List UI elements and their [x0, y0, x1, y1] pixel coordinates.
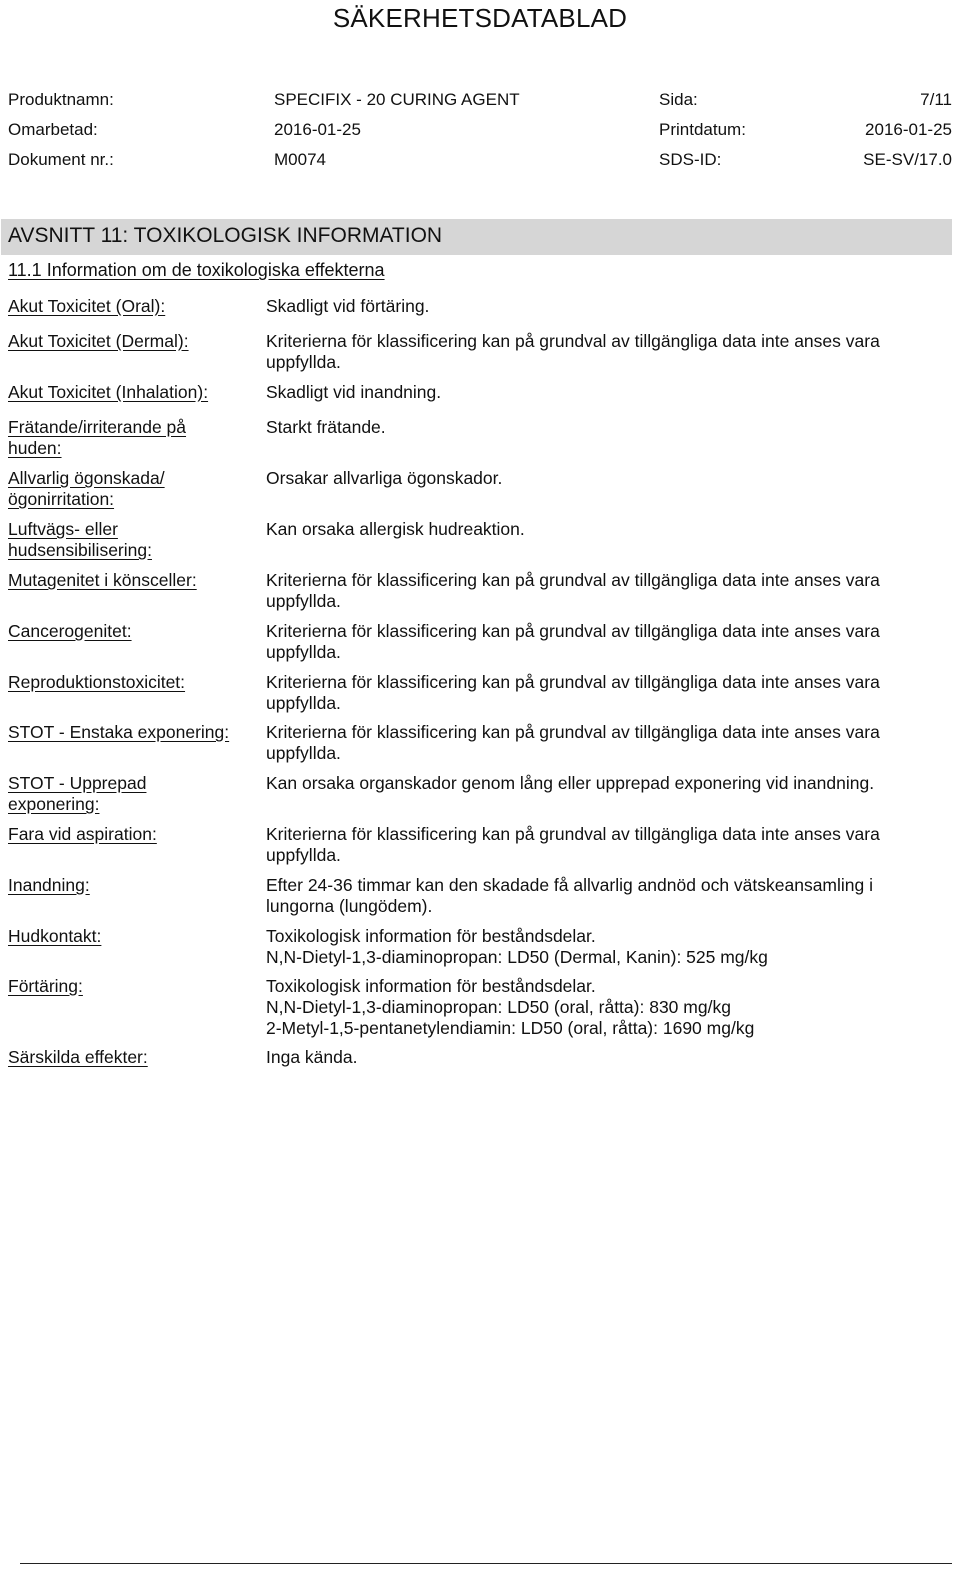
tox-row-label: [8, 417, 208, 459]
tox-row-value-line: lungorna (lungödem).: [266, 896, 433, 916]
tox-row-value: [266, 926, 936, 968]
tox-row-value-line: N,N-Dietyl-1,3-diaminopropan: LD50 (Dermal, Kanin): 525 mg/kg: [266, 947, 768, 967]
meta-value-product: SPECIFIX - 20 CURING AGENT: [274, 90, 520, 109]
tox-row-value: [266, 976, 936, 1039]
section-title: AVSNITT 11: TOXIKOLOGISK INFORMATION: [8, 224, 443, 247]
meta-value-printdate: 2016-01-25: [865, 120, 952, 139]
meta-value-sdsid: SE-SV/17.0: [863, 150, 952, 169]
meta-value-page: 7/11: [920, 90, 952, 109]
tox-row-value: [266, 519, 936, 540]
meta-value-docnr: M0074: [274, 150, 326, 169]
tox-row-label-text: Hudkontakt:: [8, 926, 102, 946]
tox-row-value: [266, 1047, 936, 1068]
tox-row-value-line: Starkt frätande.: [266, 417, 386, 437]
tox-row-label-text: Akut Toxicitet (Oral):: [8, 296, 166, 316]
meta-label-product: Produktnamn:: [8, 90, 114, 109]
tox-row-value-line: Kan orsaka organskador genom lång eller upprepad exponering vid inandning.: [266, 773, 875, 793]
tox-row-value: [266, 722, 936, 764]
footer-rule: [20, 1563, 952, 1564]
tox-row-label-text: Mutagenitet i könsceller:: [8, 570, 197, 590]
tox-row-label: [8, 382, 253, 403]
tox-row-label-text: Luftvägs- eller hudsensibilisering:: [8, 519, 152, 560]
tox-row-label-text: STOT - Upprepad exponering:: [8, 773, 147, 814]
document-title: SÄKERHETSDATABLAD: [332, 3, 628, 33]
meta-label-sdsid: SDS-ID:: [659, 150, 722, 169]
tox-row-value-line: Kriterierna för klassificering kan på grundval av tillgängliga data inte anses vara: [266, 722, 880, 742]
meta-label-page: Sida:: [659, 90, 698, 109]
tox-row-value-line: N,N-Dietyl-1,3-diaminopropan: LD50 (oral, råtta): 830 mg/kg: [266, 997, 731, 1017]
tox-row-value-line: Kriterierna för klassificering kan på grundval av tillgängliga data inte anses vara: [266, 824, 880, 844]
tox-row-label: [8, 1047, 253, 1068]
tox-row-label: [8, 296, 253, 317]
tox-row-label: [8, 468, 223, 510]
tox-row-value-line: 2-Metyl-1,5-pentanetylendiamin: LD50 (oral, råtta): 1690 mg/kg: [266, 1018, 755, 1038]
tox-row-value: [266, 875, 936, 917]
tox-row-value-line: Toxikologisk information för beståndsdelar.: [266, 926, 596, 946]
tox-row-value-line: Kan orsaka allergisk hudreaktion.: [266, 519, 525, 539]
tox-row-label-text: Cancerogenitet:: [8, 621, 132, 641]
tox-row-value-line: Kriterierna för klassificering kan på grundval av tillgängliga data inte anses vara: [266, 621, 880, 641]
tox-row-label: [8, 331, 253, 352]
subsection-title: 11.1 Information om de toxikologiska effekterna: [8, 260, 385, 280]
tox-row-label-text: Särskilda effekter:: [8, 1047, 148, 1067]
tox-row-value: [266, 672, 936, 714]
tox-row-value: [266, 621, 936, 663]
tox-row-value-line: uppfyllda.: [266, 743, 341, 763]
tox-row-value-line: Skadligt vid inandning.: [266, 382, 442, 402]
meta-label-docnr: Dokument nr.:: [8, 150, 114, 169]
tox-row-value-line: uppfyllda.: [266, 642, 341, 662]
tox-row-label: [8, 875, 253, 896]
tox-row-value-line: Inga kända.: [266, 1047, 358, 1067]
tox-row-value-line: Kriterierna för klassificering kan på grundval av tillgängliga data inte anses vara: [266, 672, 880, 692]
tox-row-value: [266, 468, 936, 489]
tox-row-label: [8, 976, 253, 997]
tox-row-value-line: Efter 24-36 timmar kan den skadade få allvarlig andnöd och vätskeansamling i: [266, 875, 874, 895]
tox-row-value: [266, 773, 936, 794]
meta-value-revised: 2016-01-25: [274, 120, 361, 139]
tox-row-label-text: Förtäring:: [8, 976, 83, 996]
tox-row-label-text: Reproduktionstoxicitet:: [8, 672, 186, 692]
tox-row-label: [8, 570, 253, 591]
tox-row-value-line: Kriterierna för klassificering kan på grundval av tillgängliga data inte anses vara: [266, 331, 880, 351]
tox-row-label-text: Akut Toxicitet (Inhalation):: [8, 382, 209, 402]
tox-row-value-line: uppfyllda.: [266, 591, 341, 611]
tox-row-label: [8, 621, 253, 642]
tox-row-value-line: Skadligt vid förtäring.: [266, 296, 430, 316]
tox-row-label: [8, 824, 253, 845]
tox-row-label: [8, 773, 168, 815]
tox-row-label: [8, 926, 253, 947]
meta-label-printdate: Printdatum:: [659, 120, 746, 139]
tox-row-label-text: Inandning:: [8, 875, 90, 895]
tox-row-label: [8, 672, 253, 693]
tox-row-value-line: uppfyllda.: [266, 845, 341, 865]
tox-row-label-text: Akut Toxicitet (Dermal):: [8, 331, 189, 351]
tox-row-label-text: Allvarlig ögonskada/ögonirritation:: [8, 468, 165, 509]
tox-row-value: [266, 570, 936, 612]
document-meta: [8, 88, 952, 178]
tox-row-value: [266, 382, 936, 403]
tox-row-value-line: uppfyllda.: [266, 693, 341, 713]
tox-row-label-text: STOT - Enstaka exponering:: [8, 722, 230, 742]
tox-row-label-text: Frätande/irriterande på huden:: [8, 417, 187, 458]
tox-row-value-line: Orsakar allvarliga ögonskador.: [266, 468, 503, 488]
tox-row-value: [266, 296, 936, 317]
tox-row-value: [266, 331, 936, 373]
tox-row-label: [8, 722, 253, 743]
tox-row-value-line: Toxikologisk information för beståndsdelar.: [266, 976, 596, 996]
tox-row-value: [266, 824, 936, 866]
tox-row-value: [266, 417, 936, 438]
tox-row-value-line: uppfyllda.: [266, 352, 341, 372]
tox-row-value-line: Kriterierna för klassificering kan på grundval av tillgängliga data inte anses vara: [266, 570, 880, 590]
tox-row-label-text: Fara vid aspiration:: [8, 824, 157, 844]
meta-label-revised: Omarbetad:: [8, 120, 98, 139]
tox-row-label: [8, 519, 168, 561]
